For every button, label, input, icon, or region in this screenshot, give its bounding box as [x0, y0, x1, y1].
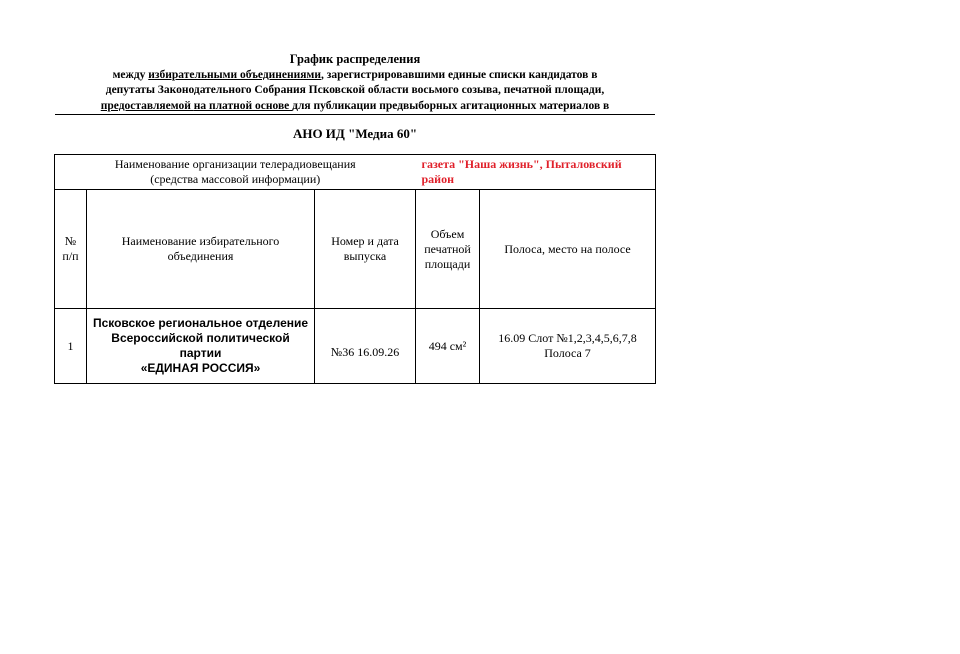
document-header — [55, 52, 655, 114]
distribution-table — [54, 154, 656, 384]
row-party-line-3: «ЕДИНАЯ РОССИЯ» — [140, 361, 261, 375]
header-line-2-underlined: избирательными объединениями — [148, 68, 321, 81]
header-area: Объем печатной площади — [416, 190, 480, 309]
header-line-4-c: для публикации предвыборных агитационных материалов в — [292, 99, 610, 112]
header-line-2-pre: между — [112, 68, 149, 81]
org-value: газета "Наша жизнь", Пыталовский район — [421, 157, 622, 186]
row-area: 494 см² — [416, 309, 480, 384]
header-num-line-2: п/п — [62, 249, 79, 263]
header-issue: Номер и дата выпуска — [315, 190, 416, 309]
row-party-line-2: Всероссийской политической партии — [111, 331, 290, 360]
table-row — [55, 309, 656, 384]
org-label-cell — [55, 155, 416, 190]
header-line-4-a: предоставляемой — [100, 99, 194, 112]
document-title: График распределения — [289, 52, 421, 66]
header-num — [55, 190, 87, 309]
header-page: Полоса, место на полосе — [480, 190, 656, 309]
org-row — [55, 155, 656, 190]
row-num: 1 — [55, 309, 87, 384]
publisher-name: АНО ИД "Медиа 60" — [292, 126, 418, 141]
header-party: Наименование избирательного объединения — [87, 190, 315, 309]
header-line-2 — [55, 68, 655, 84]
header-line-3: депутаты Законодательного Собрания Псковской области восьмого созыва, печатной площади, — [105, 84, 605, 96]
header-line-4-b: на платной основе — [193, 99, 293, 112]
row-page-line-2: Полоса 7 — [544, 346, 591, 360]
header-line-4 — [55, 99, 655, 115]
row-issue: №36 16.09.26 — [315, 309, 416, 384]
org-label-line-1: Наименование организации телерадиовещания — [114, 157, 356, 171]
row-party-line-1: Псковское региональное отделение — [92, 316, 309, 330]
org-value-cell — [416, 155, 656, 190]
header-line-2-post: , зарегистрировавшими единые списки кандидатов в — [320, 68, 598, 81]
row-page-line-1: 16.09 Слот №1,2,3,4,5,6,7,8 — [498, 331, 637, 345]
header-num-line-1: № — [64, 234, 77, 248]
column-header-row — [55, 190, 656, 309]
row-page — [480, 309, 656, 384]
header-rule — [55, 114, 655, 115]
org-label-line-2: (средства массовой информации) — [150, 172, 321, 186]
row-party — [87, 309, 315, 384]
